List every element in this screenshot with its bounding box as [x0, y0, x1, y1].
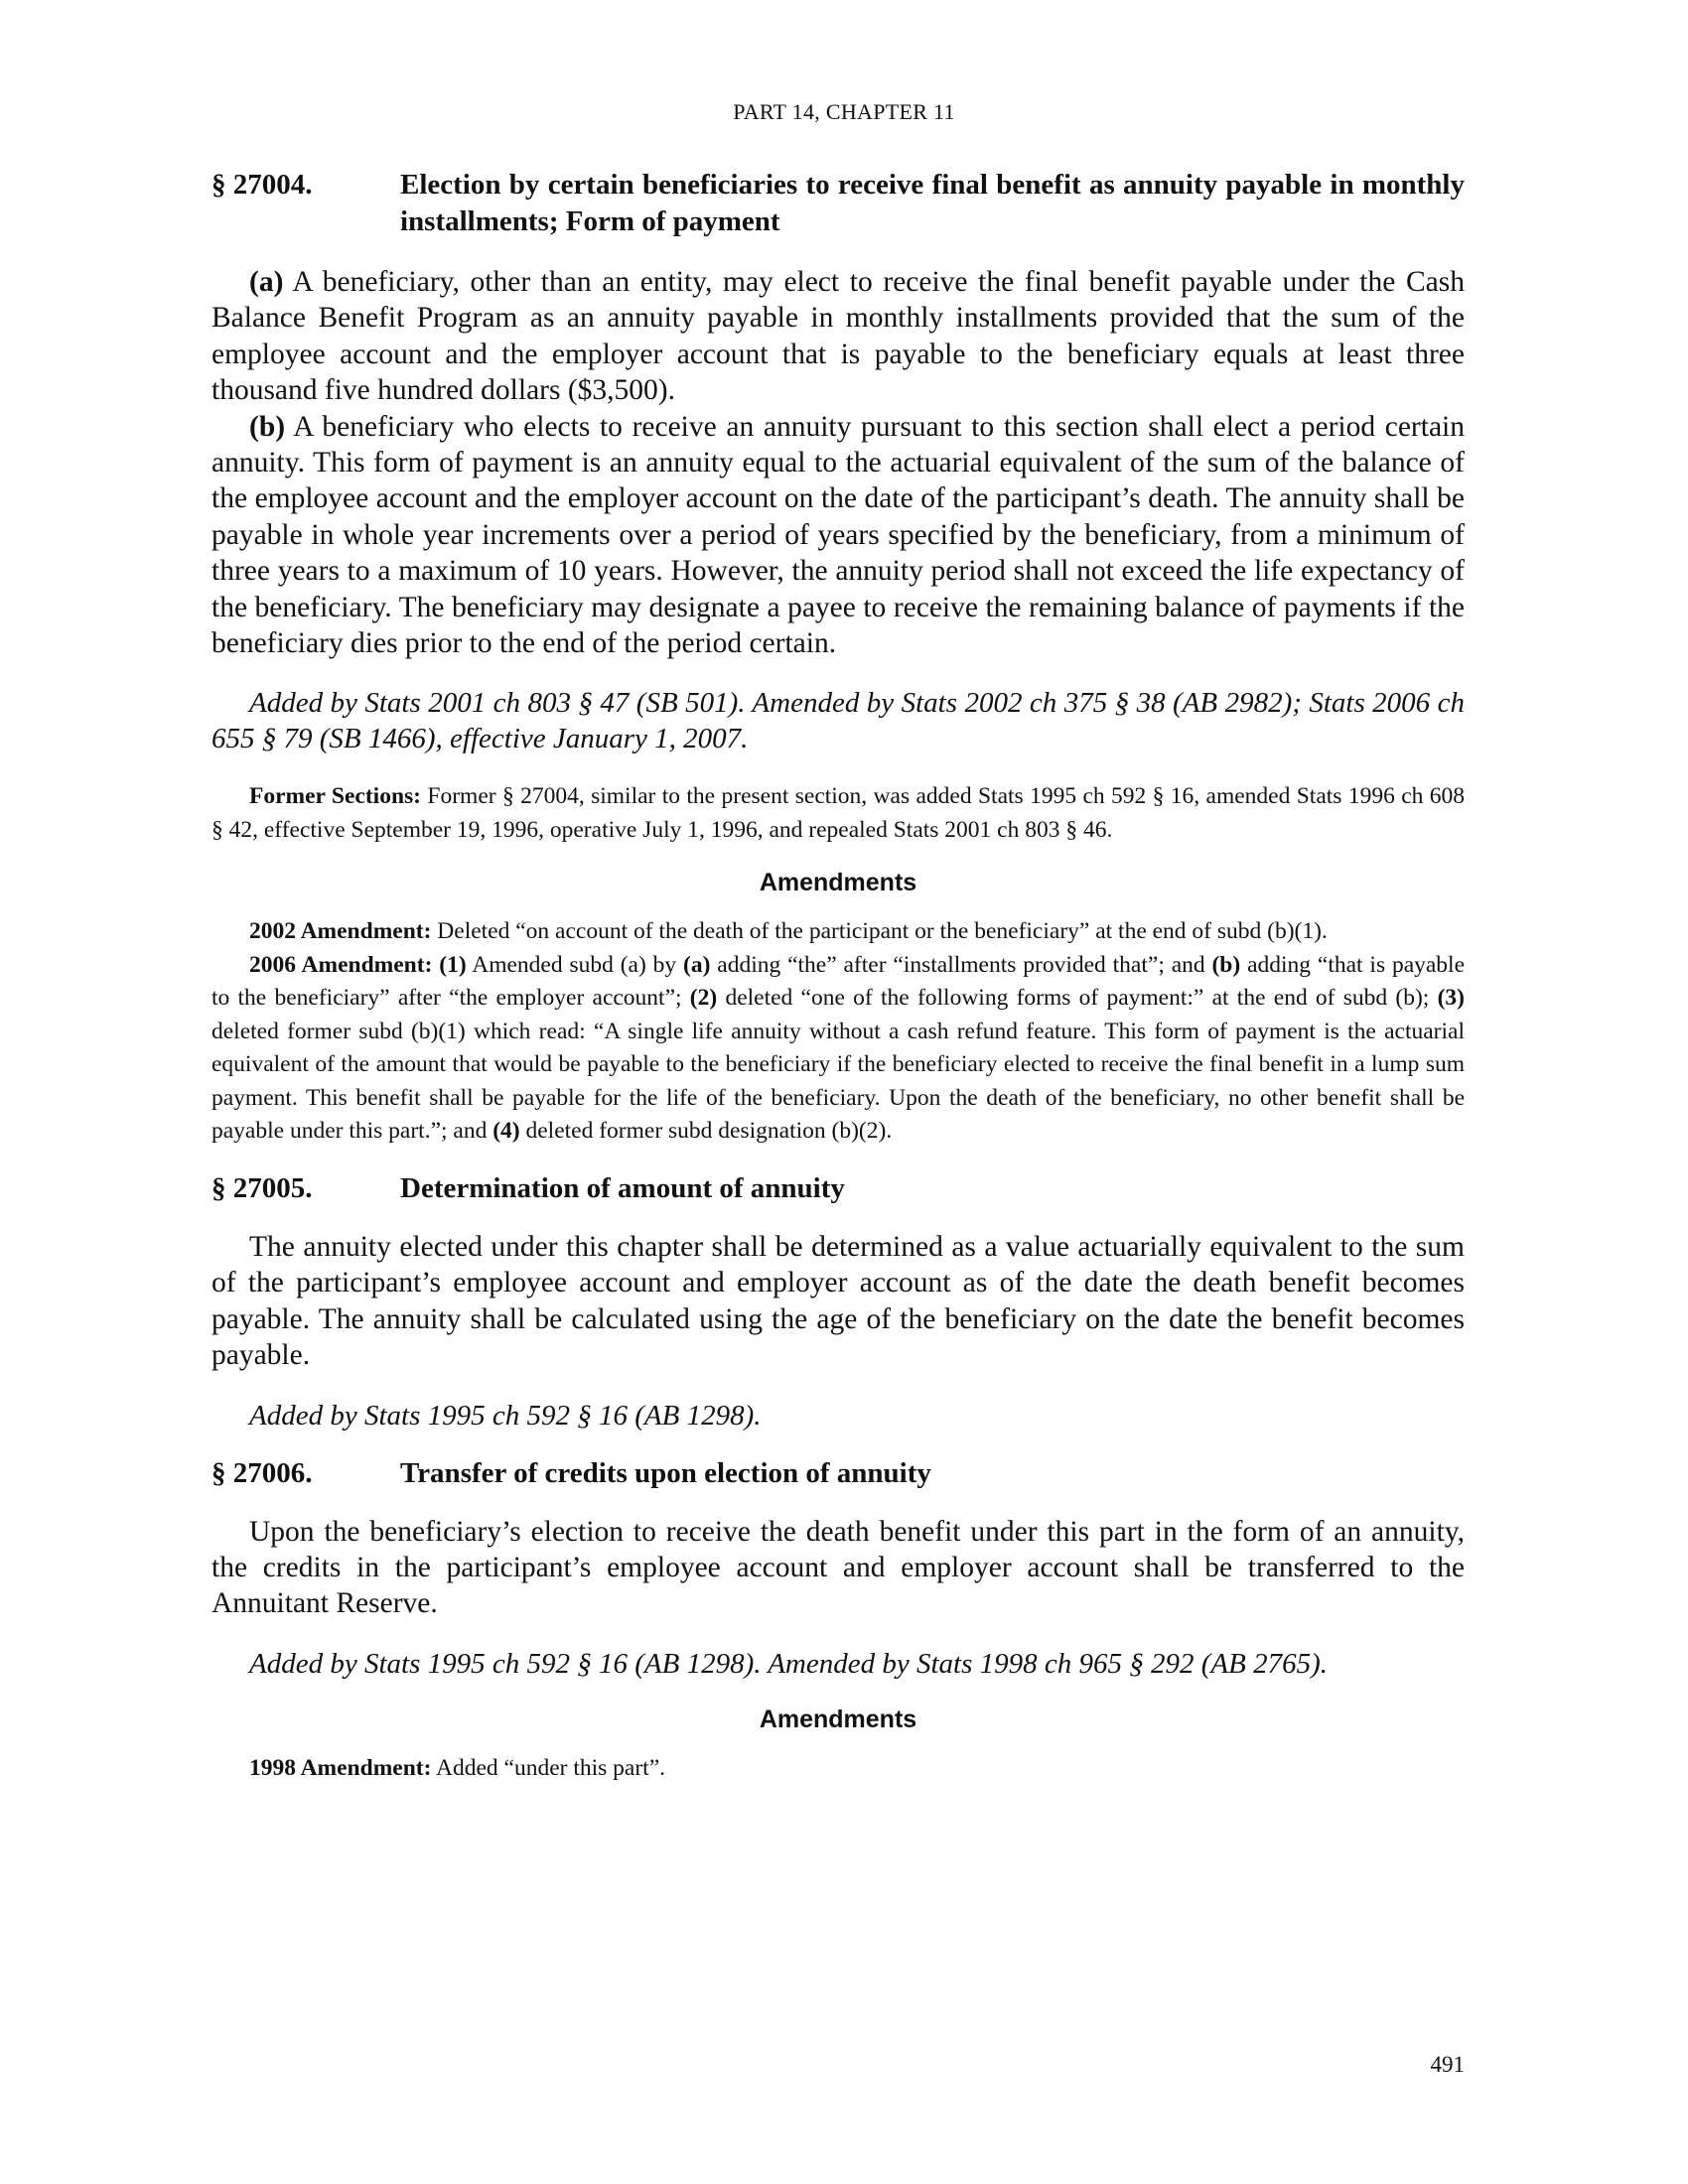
- section-number: § 27006.: [211, 1456, 313, 1489]
- section-body: The annuity elected under this chapter shall be determined as a value actuarially equivalent to the sum of the participant’s employee account and employer account as of the date the death benefit becomes payable. The annuity shall be calculated using the age of the beneficiary on the date the benefit becomes payable.: [211, 1230, 1465, 1372]
- former-sections-label: Former Sections:: [249, 783, 422, 810]
- former-sections-text: Former § 27004, similar to the present section, was added Stats 1995 ch 592 § 16, amended Stats 1996 ch 608 § 42, effective September 19, 1996, operative July 1, 1996, and repealed Stats 2001 ch 803 § 46.: [211, 783, 1466, 843]
- amendment-text: Deleted “on account of the death of the participant or the beneficiary” at the end of subd (b)(1).: [431, 918, 1328, 945]
- item-number: (b): [1211, 951, 1241, 978]
- history-note: Added by Stats 1995 ch 592 § 16 (AB 1298). Amended by Stats 1998 ch 965 § 292 (AB 2765).: [249, 1647, 1328, 1680]
- amendment-text: adding “that is payable to the beneficiary” after “the employer account”;: [211, 951, 1466, 1012]
- running-head: PART 14, CHAPTER 11: [733, 99, 955, 124]
- section-heading-27005: [211, 1170, 1465, 1207]
- item-number: (2): [689, 985, 718, 1012]
- subdivision-label: (b): [249, 410, 286, 443]
- amendment-1998: [211, 1752, 1465, 1786]
- amendment-label: 2006 Amendment:: [249, 951, 433, 978]
- section-heading-27006: [211, 1455, 1465, 1492]
- amendment-text: Added “under this part”.: [431, 1754, 666, 1781]
- section-title: Transfer of credits upon election of annuity: [400, 1456, 931, 1489]
- amendment-text: Amended subd (a) by: [466, 951, 683, 978]
- history-note: Added by Stats 2001 ch 803 § 47 (SB 501). Amended by Stats 2002 ch 375 § 38 (AB 2982); Stats 2006 ch 655 § 79 (SB 1466), effective January 1, 2007.: [211, 687, 1465, 755]
- section-title: Determination of amount of annuity: [400, 1171, 845, 1204]
- former-sections-note: [211, 780, 1465, 847]
- amendment-text: deleted “one of the following forms of payment:” at the end of subd (b);: [717, 985, 1438, 1012]
- amendment-text: deleted former subd designation (b)(2).: [519, 1118, 893, 1145]
- item-number: (1): [439, 951, 467, 978]
- section-number: § 27004.: [211, 169, 313, 201]
- amendments-heading: Amendments: [759, 1705, 917, 1733]
- amendment-label: 1998 Amendment:: [249, 1754, 432, 1781]
- subdivision-text: A beneficiary who elects to receive an annuity pursuant to this section shall elect a period certain annuity. This form of payment is an annuity equal to the actuarial equivalent of the sum of the balance of the employee account and the employer account on the date of the participant’s death. The annuity shall be payable in whole year increments over a period of years specified by the beneficiary, from a minimum of three years to a maximum of 10 years. However, the annuity period shall not exceed the life expectancy of the beneficiary. The beneficiary may designate a payee to receive the remaining balance of payments if the beneficiary dies prior to the end of the period certain.: [211, 410, 1465, 660]
- item-number: (3): [1437, 985, 1465, 1012]
- item-number: (a): [683, 951, 711, 978]
- history-note: Added by Stats 1995 ch 592 § 16 (AB 1298).: [249, 1399, 762, 1432]
- item-number: (4): [492, 1118, 520, 1145]
- amendment-label: 2002 Amendment:: [249, 918, 432, 945]
- amendment-2002: [211, 915, 1465, 949]
- subdivision-label: (a): [249, 266, 284, 298]
- section-number: § 27005.: [211, 1171, 313, 1204]
- section-heading-27004: [211, 167, 1465, 240]
- amendment-text: adding “the” after “installments provided that”; and: [710, 951, 1212, 978]
- amendment-text: deleted former subd (b)(1) which read: “A single life annuity without a cash refund feature. This form of payment is the actuarial equivalent of the amount that would be payable to the beneficiary if the beneficiary elected to receive the final benefit in a lump sum payment. This benefit shall be payable for the life of the beneficiary. Upon the death of the beneficiary, no other benefit shall be payable under this part.”; and: [211, 1018, 1465, 1145]
- subdivision-a: [211, 264, 1465, 409]
- amendments-heading: Amendments: [759, 869, 917, 897]
- amendment-2006: [211, 949, 1465, 1149]
- section-body: Upon the beneficiary’s election to receive the death benefit under this part in the form of an annuity, the credits in the participant’s employee account and employer account shall be transferred to the Annuitant Reserve.: [211, 1515, 1465, 1620]
- subdivision-b: [211, 409, 1465, 662]
- section-title: Election by certain beneficiaries to receive final benefit as annuity payable in monthly installments; Form of payment: [400, 169, 1465, 237]
- subdivision-text: A beneficiary, other than an entity, may elect to receive the final benefit payable under the Cash Balance Benefit Program as an annuity payable in monthly installments provided that the sum of the employee account and the employer account that is payable to the beneficiary equals at least three thousand five hundred dollars ($3,500).: [211, 266, 1465, 407]
- page-content: [211, 167, 1465, 1785]
- page-number: 491: [1430, 2052, 1465, 2077]
